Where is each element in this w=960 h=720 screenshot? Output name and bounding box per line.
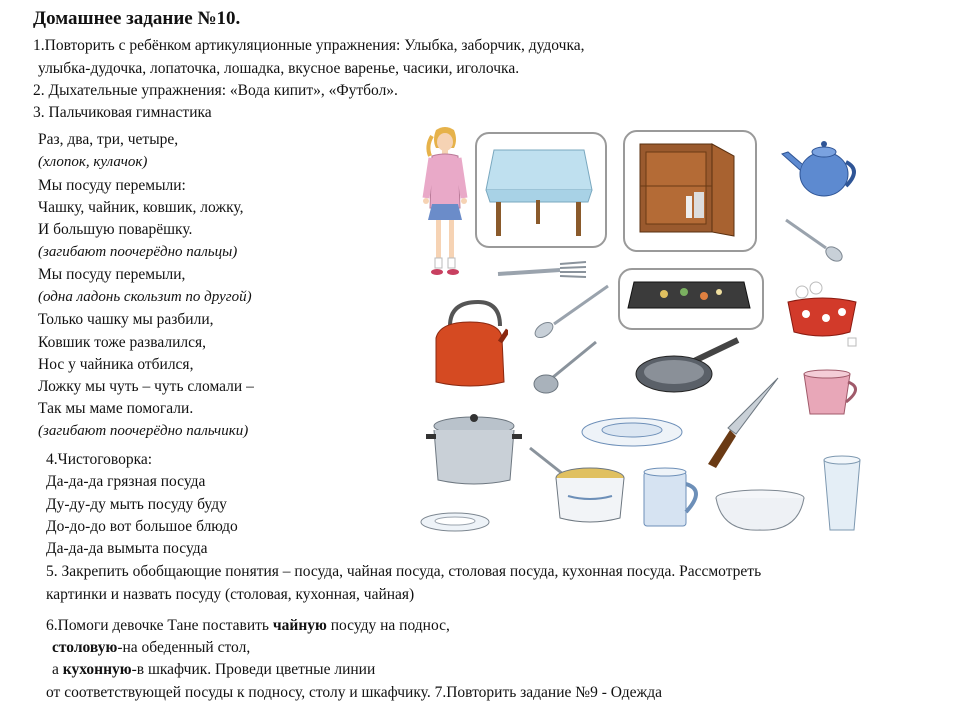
bowl-illustration [712, 488, 808, 534]
cooking-pot-illustration [426, 408, 522, 488]
task5-line2: картинки и назвать посуду (столовая, кухонная, чайная) [46, 586, 415, 603]
dining-table-illustration [480, 140, 598, 240]
knife-illustration [700, 374, 784, 470]
task1-line2: улыбка-дудочка, лопаточка, лошадка, вкусное варенье, часики, иголочка. [38, 60, 520, 77]
task4-line-4: Да-да-да вымыта посуда [46, 540, 208, 557]
poem-line-9: Только чашку мы разбили, [38, 311, 214, 328]
task4-line-3: До-до-до вот большое блюдо [46, 518, 238, 535]
poem-line-14: (загибают поочерёдно пальчики) [38, 423, 249, 439]
task4-line-2: Ду-ду-ду мыть посуду буду [46, 496, 227, 513]
task1-line1: 1.Повторить с ребёнком артикуляционные упражнения: Улыбка, заборчик, дудочка, [33, 37, 585, 54]
girl-tanya-illustration [418, 126, 472, 286]
sugar-bowl-illustration [778, 278, 868, 348]
fork-illustration [494, 258, 590, 284]
task6-line1: 6.Помоги девочке Тане поставить чайную посуду на поднос, [46, 617, 450, 634]
poem-line-6: (загибают поочерёдно пальцы) [38, 244, 238, 260]
task3: 3. Пальчиковая гимнастика [33, 104, 212, 121]
blue-mug-illustration [640, 466, 706, 532]
task4-line-1: Да-да-да грязная посуда [46, 473, 206, 490]
task6-line4: от соответствующей посуды к подносу, столу и шкафчику. 7.Повторить задание №9 - Одежда [46, 684, 662, 701]
spoon-middle-illustration [528, 282, 612, 342]
poem-line-7: Мы посуду перемыли, [38, 266, 186, 283]
kitchen-cupboard-illustration [630, 136, 746, 244]
poem-line-12: Ложку мы чуть – чуть сломали – [38, 378, 254, 395]
blue-teapot-illustration [780, 134, 864, 200]
ladle-illustration [530, 338, 600, 400]
pink-cup-illustration [798, 366, 864, 422]
poem-line-5: И большую поварёшку. [38, 221, 193, 238]
task5-line1: 5. Закрепить обобщающие понятия – посуда, чайная посуда, столовая посуда, кухонная посуда. Рассмотреть [46, 563, 762, 580]
red-kettle-illustration [430, 298, 508, 392]
poem-line-8: (одна ладонь скользит по другой) [38, 289, 252, 305]
task6-line3: а кухонную-в шкафчик. Проведи цветные линии [52, 661, 376, 678]
task4-title: 4.Чистоговорка: [46, 451, 153, 468]
poem-line-1: Раз, два, три, четыре, [38, 131, 179, 148]
poem-line-3: Мы посуду перемыли: [38, 177, 186, 194]
small-plate-illustration [418, 510, 492, 534]
task2: 2. Дыхательные упражнения: «Вода кипит», «Футбол». [33, 82, 398, 99]
glass-illustration [820, 454, 864, 534]
poem-line-2: (хлопок, кулачок) [38, 154, 148, 170]
poem-line-13: Так мы маме помогали. [38, 400, 194, 417]
task6-line2: столовую-на обеденный стол, [52, 639, 251, 656]
poem-line-4: Чашку, чайник, ковшик, ложку, [38, 199, 244, 216]
tray-illustration [624, 274, 754, 322]
page-title: Домашнее задание №10. [33, 8, 241, 29]
poem-line-10: Ковшик тоже развалился, [38, 334, 206, 351]
soup-pot-illustration [524, 444, 628, 528]
poem-line-11: Нос у чайника отбился, [38, 356, 194, 373]
spoon-illustration [782, 214, 846, 264]
